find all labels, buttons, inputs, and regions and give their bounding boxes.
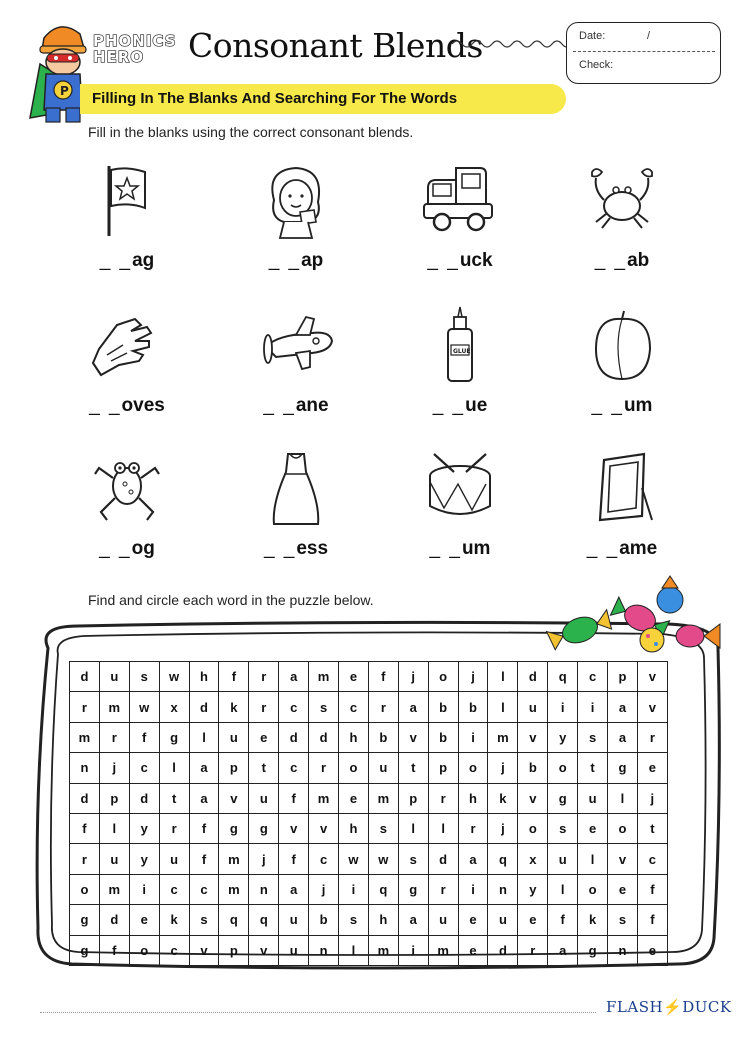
grid-letter[interactable]: p <box>428 753 458 783</box>
blank-item-glue <box>400 305 520 425</box>
grid-letter[interactable]: s <box>129 662 159 692</box>
word-blank <box>67 395 187 417</box>
grid-letter[interactable]: j <box>99 753 129 783</box>
blank-line: _ _ <box>591 395 624 416</box>
blank-line: _ _ <box>263 538 297 559</box>
grid-letter[interactable]: e <box>637 935 667 965</box>
grid-letter[interactable]: a <box>548 935 578 965</box>
grid-letter[interactable]: f <box>99 935 129 965</box>
grid-letter[interactable]: s <box>548 813 578 843</box>
grid-letter[interactable]: v <box>518 783 548 813</box>
grid-letter[interactable]: f <box>637 905 667 935</box>
grid-letter[interactable]: d <box>428 844 458 874</box>
grid-letter[interactable]: u <box>368 753 398 783</box>
grid-letter[interactable]: q <box>219 905 249 935</box>
drum-icon <box>420 448 500 528</box>
grid-letter[interactable]: m <box>70 722 100 752</box>
airplane-icon <box>256 305 336 385</box>
grid-letter[interactable]: w <box>339 844 369 874</box>
grid-letter[interactable]: m <box>309 783 339 813</box>
grid-letter[interactable]: o <box>548 753 578 783</box>
blank-item-drum <box>400 448 520 568</box>
page-title: Consonant Blends <box>188 26 483 65</box>
grid-letter[interactable]: b <box>309 905 339 935</box>
word-blank <box>400 250 520 272</box>
grid-letter[interactable]: i <box>398 935 428 965</box>
grid-letter[interactable]: v <box>637 662 667 692</box>
grid-row <box>70 905 668 935</box>
grid-letter[interactable]: f <box>189 813 219 843</box>
grid-letter[interactable]: l <box>488 662 518 692</box>
word-blank <box>67 538 187 560</box>
lightning-icon: ⚡ <box>663 998 683 1016</box>
blank-line: _ _ <box>429 538 462 559</box>
grid-letter[interactable]: o <box>339 753 369 783</box>
grid-letter[interactable]: k <box>159 905 189 935</box>
grid-letter[interactable]: p <box>398 783 428 813</box>
blank-line: _ _ <box>594 250 628 271</box>
grid-letter[interactable]: u <box>249 783 279 813</box>
date-divider <box>573 51 715 52</box>
grid-letter[interactable]: i <box>129 874 159 904</box>
grid-letter[interactable]: y <box>518 874 548 904</box>
blank-item-dress <box>236 448 356 568</box>
grid-letter[interactable]: u <box>488 905 518 935</box>
grid-letter[interactable]: c <box>309 844 339 874</box>
grid-letter[interactable]: e <box>578 813 608 843</box>
word-ending: oves <box>121 395 165 416</box>
grid-letter[interactable]: r <box>249 692 279 722</box>
word-search-instruction: Find and circle each word in the puzzle below. <box>88 592 374 608</box>
grid-letter[interactable]: i <box>548 692 578 722</box>
grid-letter[interactable]: h <box>458 783 488 813</box>
grid-letter[interactable]: e <box>458 935 488 965</box>
grid-letter[interactable]: l <box>608 783 638 813</box>
grid-letter[interactable]: c <box>189 874 219 904</box>
grid-letter[interactable]: r <box>518 935 548 965</box>
word-ending: um <box>623 395 653 416</box>
grid-letter[interactable]: c <box>129 753 159 783</box>
plum-icon <box>582 305 662 385</box>
blank-item-frame <box>562 448 682 568</box>
grid-letter[interactable]: o <box>578 874 608 904</box>
word-ending: um <box>461 538 491 559</box>
grid-letter[interactable]: a <box>189 783 219 813</box>
brand-line2: HERO <box>93 48 145 66</box>
picture-frame-icon <box>582 448 662 528</box>
grid-letter[interactable]: a <box>279 874 309 904</box>
grid-letter[interactable]: f <box>189 844 219 874</box>
blank-item-crab <box>562 160 682 280</box>
grid-letter[interactable]: f <box>279 783 309 813</box>
crab-icon <box>582 160 662 240</box>
word-ending: ane <box>295 395 329 416</box>
grid-letter[interactable]: j <box>309 874 339 904</box>
grid-letter[interactable]: r <box>159 813 189 843</box>
grid-letter[interactable]: v <box>637 692 667 722</box>
grid-letter[interactable]: r <box>99 722 129 752</box>
grid-letter[interactable]: c <box>279 692 309 722</box>
grid-letter[interactable]: t <box>249 753 279 783</box>
grid-letter[interactable]: o <box>70 874 100 904</box>
grid-letter[interactable]: f <box>129 722 159 752</box>
grid-letter[interactable]: r <box>70 692 100 722</box>
grid-letter[interactable]: d <box>189 692 219 722</box>
blank-line: _ _ <box>99 538 132 559</box>
grid-letter[interactable]: u <box>159 844 189 874</box>
grid-letter[interactable]: n <box>249 874 279 904</box>
grid-letter[interactable]: p <box>219 753 249 783</box>
grid-letter[interactable]: r <box>428 783 458 813</box>
grid-letter[interactable]: o <box>129 935 159 965</box>
grid-letter[interactable]: e <box>608 874 638 904</box>
grid-letter[interactable]: q <box>548 662 578 692</box>
grid-letter[interactable]: j <box>637 783 667 813</box>
grid-letter[interactable]: d <box>129 783 159 813</box>
grid-letter[interactable]: n <box>70 753 100 783</box>
grid-letter[interactable]: a <box>398 692 428 722</box>
grid-letter[interactable]: g <box>70 905 100 935</box>
grid-letter[interactable]: c <box>159 935 189 965</box>
grid-letter[interactable]: v <box>398 722 428 752</box>
grid-letter[interactable]: o <box>458 753 488 783</box>
grid-letter[interactable]: j <box>398 662 428 692</box>
word-blank <box>562 538 682 560</box>
grid-letter[interactable]: r <box>428 874 458 904</box>
grid-letter[interactable]: d <box>518 662 548 692</box>
grid-letter[interactable]: g <box>548 783 578 813</box>
grid-letter[interactable]: g <box>578 935 608 965</box>
grid-letter[interactable]: m <box>309 662 339 692</box>
grid-letter[interactable]: m <box>428 935 458 965</box>
grid-letter[interactable]: p <box>608 662 638 692</box>
grid-letter[interactable]: l <box>159 753 189 783</box>
grid-letter[interactable]: w <box>368 844 398 874</box>
grid-letter[interactable]: g <box>219 813 249 843</box>
word-ending: ame <box>619 538 658 559</box>
grid-letter[interactable]: k <box>488 783 518 813</box>
girl-clapping-icon <box>256 160 336 240</box>
grid-row <box>70 692 668 722</box>
grid-letter[interactable]: e <box>129 905 159 935</box>
grid-letter[interactable]: l <box>488 692 518 722</box>
word-blank <box>236 395 356 417</box>
blank-line: _ _ <box>263 395 296 416</box>
logo-text-right: DUCK <box>682 998 732 1016</box>
grid-row <box>70 662 668 692</box>
grid-letter[interactable]: r <box>637 722 667 752</box>
blank-item-frog <box>67 448 187 568</box>
grid-letter[interactable]: a <box>608 722 638 752</box>
grid-letter[interactable]: w <box>129 692 159 722</box>
grid-letter[interactable]: a <box>189 753 219 783</box>
grid-letter[interactable]: u <box>99 844 129 874</box>
word-blank <box>562 395 682 417</box>
footer-divider <box>40 1012 596 1013</box>
grid-letter[interactable]: x <box>159 692 189 722</box>
date-label: Date: <box>579 30 606 42</box>
truck-icon <box>420 160 500 240</box>
word-blank <box>236 538 356 560</box>
grid-row <box>70 783 668 813</box>
grid-letter[interactable]: d <box>70 662 100 692</box>
date-check-box <box>566 22 721 84</box>
word-ending: ap <box>301 250 324 271</box>
grid-letter[interactable]: s <box>608 905 638 935</box>
grid-letter[interactable]: m <box>99 692 129 722</box>
grid-letter[interactable]: n <box>309 935 339 965</box>
grid-letter[interactable]: v <box>279 813 309 843</box>
grid-letter[interactable]: o <box>428 662 458 692</box>
blank-item-plane <box>236 305 356 425</box>
svg-text:P: P <box>60 84 69 98</box>
grid-letter[interactable]: m <box>219 874 249 904</box>
wave-divider <box>452 36 570 52</box>
grid-letter[interactable]: f <box>368 662 398 692</box>
grid-letter[interactable]: m <box>488 722 518 752</box>
grid-letter[interactable]: t <box>159 783 189 813</box>
grid-letter[interactable]: l <box>428 813 458 843</box>
grid-letter[interactable]: y <box>129 844 159 874</box>
grid-letter[interactable]: d <box>488 935 518 965</box>
date-slash: / <box>647 30 651 42</box>
grid-letter[interactable]: g <box>608 753 638 783</box>
word-blank <box>400 538 520 560</box>
grid-letter[interactable]: s <box>189 905 219 935</box>
word-blank <box>67 250 187 272</box>
grid-letter[interactable]: i <box>578 692 608 722</box>
grid-letter[interactable]: a <box>608 692 638 722</box>
grid-letter[interactable]: u <box>548 844 578 874</box>
grid-letter[interactable]: n <box>608 935 638 965</box>
grid-letter[interactable]: e <box>518 905 548 935</box>
blank-item-clap <box>236 160 356 280</box>
grid-letter[interactable]: g <box>249 813 279 843</box>
grid-letter[interactable]: j <box>488 753 518 783</box>
grid-letter[interactable]: d <box>309 722 339 752</box>
grid-letter[interactable]: r <box>458 813 488 843</box>
grid-letter[interactable]: s <box>339 905 369 935</box>
grid-letter[interactable]: r <box>368 692 398 722</box>
grid-letter[interactable]: p <box>99 783 129 813</box>
grid-letter[interactable]: o <box>608 813 638 843</box>
grid-letter[interactable]: d <box>70 783 100 813</box>
brand-line1: PHONICS <box>93 32 177 50</box>
grid-letter[interactable]: d <box>99 905 129 935</box>
blank-item-plum <box>562 305 682 425</box>
grid-letter[interactable]: q <box>488 844 518 874</box>
grid-letter[interactable]: c <box>578 662 608 692</box>
grid-letter[interactable]: h <box>339 722 369 752</box>
grid-letter[interactable]: a <box>279 662 309 692</box>
subtitle: Filling In The Blanks And Searching For The Words <box>92 90 458 107</box>
grid-letter[interactable]: c <box>159 874 189 904</box>
grid-letter[interactable]: u <box>99 662 129 692</box>
grid-row <box>70 722 668 752</box>
grid-letter[interactable]: m <box>368 783 398 813</box>
grid-letter[interactable]: u <box>279 905 309 935</box>
grid-letter[interactable]: s <box>398 844 428 874</box>
grid-letter[interactable]: q <box>368 874 398 904</box>
grid-letter[interactable]: y <box>548 722 578 752</box>
grid-letter[interactable]: a <box>458 844 488 874</box>
grid-letter[interactable]: u <box>279 935 309 965</box>
word-ending: ab <box>627 250 650 271</box>
blank-item-truck <box>400 160 520 280</box>
word-ending: ue <box>465 395 488 416</box>
svg-text:GLUE: GLUE <box>453 348 471 355</box>
grid-letter[interactable]: n <box>488 874 518 904</box>
check-label: Check: <box>579 59 614 71</box>
grid-letter[interactable]: w <box>159 662 189 692</box>
grid-letter[interactable]: q <box>249 905 279 935</box>
grid-letter[interactable]: u <box>219 722 249 752</box>
flag-icon <box>87 160 167 240</box>
grid-letter[interactable]: t <box>398 753 428 783</box>
grid-letter[interactable]: c <box>339 692 369 722</box>
grid-letter[interactable]: e <box>249 722 279 752</box>
grid-letter[interactable]: l <box>578 844 608 874</box>
grid-letter[interactable]: i <box>458 722 488 752</box>
word-ending: uck <box>459 250 493 271</box>
glue-bottle-icon <box>420 305 500 385</box>
grid-letter[interactable]: c <box>637 844 667 874</box>
grid-letter[interactable]: k <box>219 692 249 722</box>
frog-icon <box>87 448 167 528</box>
grid-letter[interactable]: t <box>578 753 608 783</box>
grid-letter[interactable]: f <box>279 844 309 874</box>
grid-letter[interactable]: s <box>309 692 339 722</box>
fill-blanks-instruction: Fill in the blanks using the correct consonant blends. <box>88 124 414 140</box>
word-ending: og <box>131 538 155 559</box>
grid-letter[interactable]: s <box>578 722 608 752</box>
grid-letter[interactable]: p <box>219 935 249 965</box>
grid-letter[interactable]: d <box>279 722 309 752</box>
grid-letter[interactable]: r <box>249 662 279 692</box>
candy-decoration-icon <box>540 574 726 660</box>
grid-letter[interactable]: f <box>548 905 578 935</box>
grid-letter[interactable]: g <box>70 935 100 965</box>
grid-letter[interactable]: u <box>578 783 608 813</box>
grid-letter[interactable]: g <box>398 874 428 904</box>
grid-letter[interactable]: j <box>458 662 488 692</box>
grid-letter[interactable]: g <box>159 722 189 752</box>
grid-letter[interactable]: v <box>518 722 548 752</box>
grid-letter[interactable]: m <box>368 935 398 965</box>
grid-letter[interactable]: h <box>339 813 369 843</box>
grid-letter[interactable]: m <box>99 874 129 904</box>
grid-letter[interactable]: t <box>637 813 667 843</box>
grid-row <box>70 874 668 904</box>
grid-letter[interactable]: e <box>339 662 369 692</box>
grid-row <box>70 813 668 843</box>
grid-letter[interactable]: l <box>339 935 369 965</box>
grid-letter[interactable]: u <box>518 692 548 722</box>
grid-letter[interactable]: f <box>70 813 100 843</box>
grid-letter[interactable]: y <box>129 813 159 843</box>
grid-letter[interactable]: f <box>637 874 667 904</box>
grid-letter[interactable]: e <box>637 753 667 783</box>
blank-line: _ _ <box>89 395 122 416</box>
brand-logo <box>93 33 183 73</box>
grid-letter[interactable]: u <box>428 905 458 935</box>
grid-letter[interactable]: v <box>249 935 279 965</box>
grid-letter[interactable]: f <box>219 662 249 692</box>
grid-letter[interactable]: b <box>428 692 458 722</box>
blank-line: _ _ <box>268 250 302 271</box>
grid-letter[interactable]: o <box>518 813 548 843</box>
grid-letter[interactable]: i <box>458 874 488 904</box>
word-blank <box>400 395 520 417</box>
blank-line: _ _ <box>99 250 133 271</box>
grid-row <box>70 935 668 965</box>
grid-letter[interactable]: j <box>488 813 518 843</box>
blank-line: _ _ <box>586 538 620 559</box>
word-blank <box>562 250 682 272</box>
flash-duck-logo <box>606 998 732 1016</box>
grid-letter[interactable]: e <box>458 905 488 935</box>
grid-letter[interactable]: e <box>339 783 369 813</box>
grid-letter[interactable]: v <box>608 844 638 874</box>
grid-letter[interactable]: k <box>578 905 608 935</box>
grid-letter[interactable]: l <box>398 813 428 843</box>
grid-letter[interactable]: h <box>189 662 219 692</box>
word-ending: ess <box>296 538 329 559</box>
grid-letter[interactable]: l <box>99 813 129 843</box>
grid-letter[interactable]: i <box>339 874 369 904</box>
blank-item-flag <box>67 160 187 280</box>
grid-letter[interactable]: l <box>189 722 219 752</box>
grid-letter[interactable]: r <box>70 844 100 874</box>
grid-letter[interactable]: v <box>219 783 249 813</box>
grid-row <box>70 844 668 874</box>
grid-letter[interactable]: j <box>249 844 279 874</box>
grid-letter[interactable]: m <box>219 844 249 874</box>
logo-text-left: FLASH <box>606 998 664 1016</box>
blank-line: _ _ <box>432 395 466 416</box>
grid-letter[interactable]: c <box>279 753 309 783</box>
grid-letter[interactable]: b <box>368 722 398 752</box>
grid-letter[interactable]: x <box>518 844 548 874</box>
blank-item-gloves <box>67 305 187 425</box>
grid-letter[interactable]: v <box>189 935 219 965</box>
grid-row <box>70 753 668 783</box>
grid-letter[interactable]: r <box>309 753 339 783</box>
word-ending: ag <box>132 250 155 271</box>
grid-letter[interactable]: a <box>398 905 428 935</box>
grid-letter[interactable]: b <box>458 692 488 722</box>
dress-icon <box>256 448 336 528</box>
gloves-icon <box>87 305 167 385</box>
grid-letter[interactable]: l <box>548 874 578 904</box>
grid-letter[interactable]: s <box>368 813 398 843</box>
grid-letter[interactable]: b <box>428 722 458 752</box>
word-blank <box>236 250 356 272</box>
grid-letter[interactable]: v <box>309 813 339 843</box>
blank-line: _ _ <box>427 250 460 271</box>
word-search-grid <box>69 661 668 966</box>
grid-letter[interactable]: h <box>368 905 398 935</box>
grid-letter[interactable]: b <box>518 753 548 783</box>
